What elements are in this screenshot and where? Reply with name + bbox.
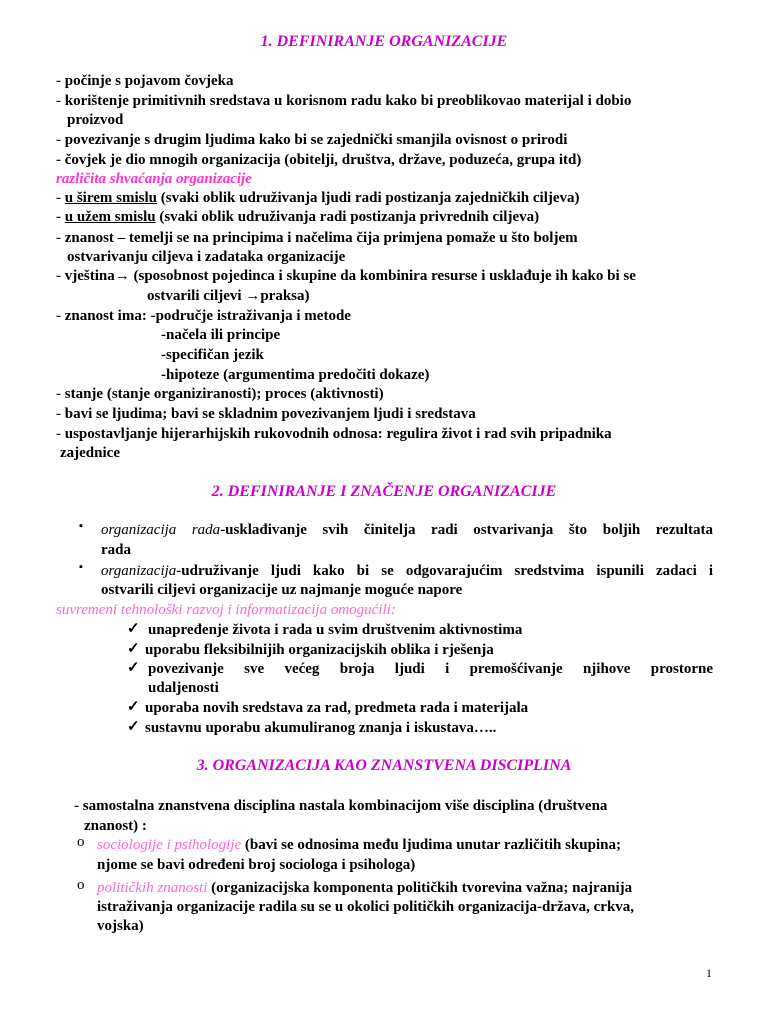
s1-line-12b: zajednice xyxy=(60,445,120,461)
s1-pink-subheading: različita shvaćanja organizacije xyxy=(56,171,252,187)
s2-check-3: povezivanje sve većeg broja ljudi i premošćivanje njihove prostorne xyxy=(148,661,713,677)
square-bullet-icon: ▪ xyxy=(79,520,83,532)
s1-line-9: - znanost ima: -područje istraživanja i metode xyxy=(56,308,351,324)
arrow-icon: → xyxy=(245,288,261,304)
s1-line-9d: -hipoteze (argumentima predočiti dokaze) xyxy=(161,367,430,383)
s2-bullet-2: organizacija-udruživanje ljudi kako bi se odgovarajućim sredstvima ispunili zadaci i xyxy=(101,563,713,579)
circle-bullet-icon: o xyxy=(77,877,85,893)
s3-item-1b: njome se bavi određeni broj sociologa i psihologa) xyxy=(97,857,416,873)
s1-line-7: - znanost – temelji se na principima i načelima čija primjena pomaže u što boljem xyxy=(56,230,578,246)
s1-line-6: - u užem smislu (svaki oblik udruživanja radi postizanja privrednih ciljeva) xyxy=(56,209,540,225)
s2-bullet-1: organizacija rada-usklađivanje svih činitelja radi ostvarivanja što boljih rezultata xyxy=(101,522,713,538)
heading-section-2: 2. DEFINIRANJE I ZNAČENJE ORGANIZACIJE xyxy=(211,483,557,500)
check-icon: ✓ xyxy=(127,621,140,637)
square-bullet-icon: ▪ xyxy=(79,561,83,573)
s2-bullet-2b: ostvarili ciljevi organizacije uz najmanje moguće napore xyxy=(101,582,463,598)
s1-line-8b: ostvarili ciljevi →praksa) xyxy=(147,288,310,304)
s2-check-5: sustavnu uporabu akumuliranog znanja i iskustava….. xyxy=(145,720,497,736)
s3-item-2c: vojska) xyxy=(97,918,144,934)
s1-line-2b: proizvod xyxy=(67,112,124,128)
s3-item-2b: istraživanja organizacije radila su se u okolici političkih organizacija-država, crkva, xyxy=(97,899,635,915)
s3-line-1b: znanost) : xyxy=(84,818,147,834)
check-icon: ✓ xyxy=(127,660,140,676)
s2-bullet-1b: rada xyxy=(101,542,131,558)
s2-pink-subheading: suvremeni tehnološki razvoj i informatizacija omogućili: xyxy=(56,602,396,618)
check-icon: ✓ xyxy=(127,719,140,735)
s2-check-2: uporabu fleksibilnijih organizacijskih oblika i rješenja xyxy=(145,642,494,658)
s1-line-10: - stanje (stanje organiziranosti); proces (aktivnosti) xyxy=(56,386,384,402)
check-icon: ✓ xyxy=(127,699,140,715)
s1-line-9b: -načela ili principe xyxy=(161,327,281,343)
s1-line-3: - povezivanje s drugim ljudima kako bi se zajednički smanjila ovisnost o prirodi xyxy=(56,132,568,148)
s3-item-2: političkih znanosti (organizacijska komponenta političkih tvorevina važna; najranija xyxy=(97,880,633,896)
s1-line-2: - korištenje primitivnih sredstava u korisnom radu kako bi preoblikovao materijal i dobio xyxy=(56,93,632,109)
s3-line-1: - samostalna znanstvena disciplina nastala kombinacijom više disciplina (društvena xyxy=(74,798,608,814)
s2-check-4: uporaba novih sredstava za rad, predmeta rada i materijala xyxy=(145,700,529,716)
heading-section-1: 1. DEFINIRANJE ORGANIZACIJE xyxy=(260,33,508,50)
s1-line-4: - čovjek je dio mnogih organizacija (obitelji, društva, države, poduzeća, grupa itd) xyxy=(56,152,582,168)
s2-check-1: unapređenje života i rada u svim društvenim aktivnostima xyxy=(148,622,523,638)
heading-section-3: 3. ORGANIZACIJA KAO ZNANSTVENA DISCIPLINA xyxy=(196,757,572,774)
s3-item-1: sociologije i psihologije (bavi se odnosima među ljudima unutar različitih skupina; xyxy=(97,837,621,853)
check-icon: ✓ xyxy=(127,641,140,657)
s1-line-12: - uspostavljanje hijerarhijskih rukovodnih odnosa: regulira život i rad svih pripadnika xyxy=(56,426,612,442)
s1-line-11: - bavi se ljudima; bavi se skladnim povezivanjem ljudi i sredstava xyxy=(56,406,476,422)
arrow-icon: → xyxy=(114,268,130,284)
s1-line-9c: -specifičan jezik xyxy=(161,347,264,363)
s1-line-7b: ostvarivanju ciljeva i zadataka organizacije xyxy=(67,249,346,265)
s1-line-5: - u širem smislu (svaki oblik udruživanja ljudi radi postizanja zajedničkih ciljeva) xyxy=(56,190,580,206)
s2-check-3b: udaljenosti xyxy=(148,680,219,696)
s1-line-8: - vještina→ (sposobnost pojedinca i skupine da kombinira resurse i usklađuje ih kako bi se xyxy=(56,268,636,284)
page-number: 1 xyxy=(706,966,712,980)
circle-bullet-icon: o xyxy=(77,834,85,850)
s1-line-1: - počinje s pojavom čovjeka xyxy=(56,73,234,89)
